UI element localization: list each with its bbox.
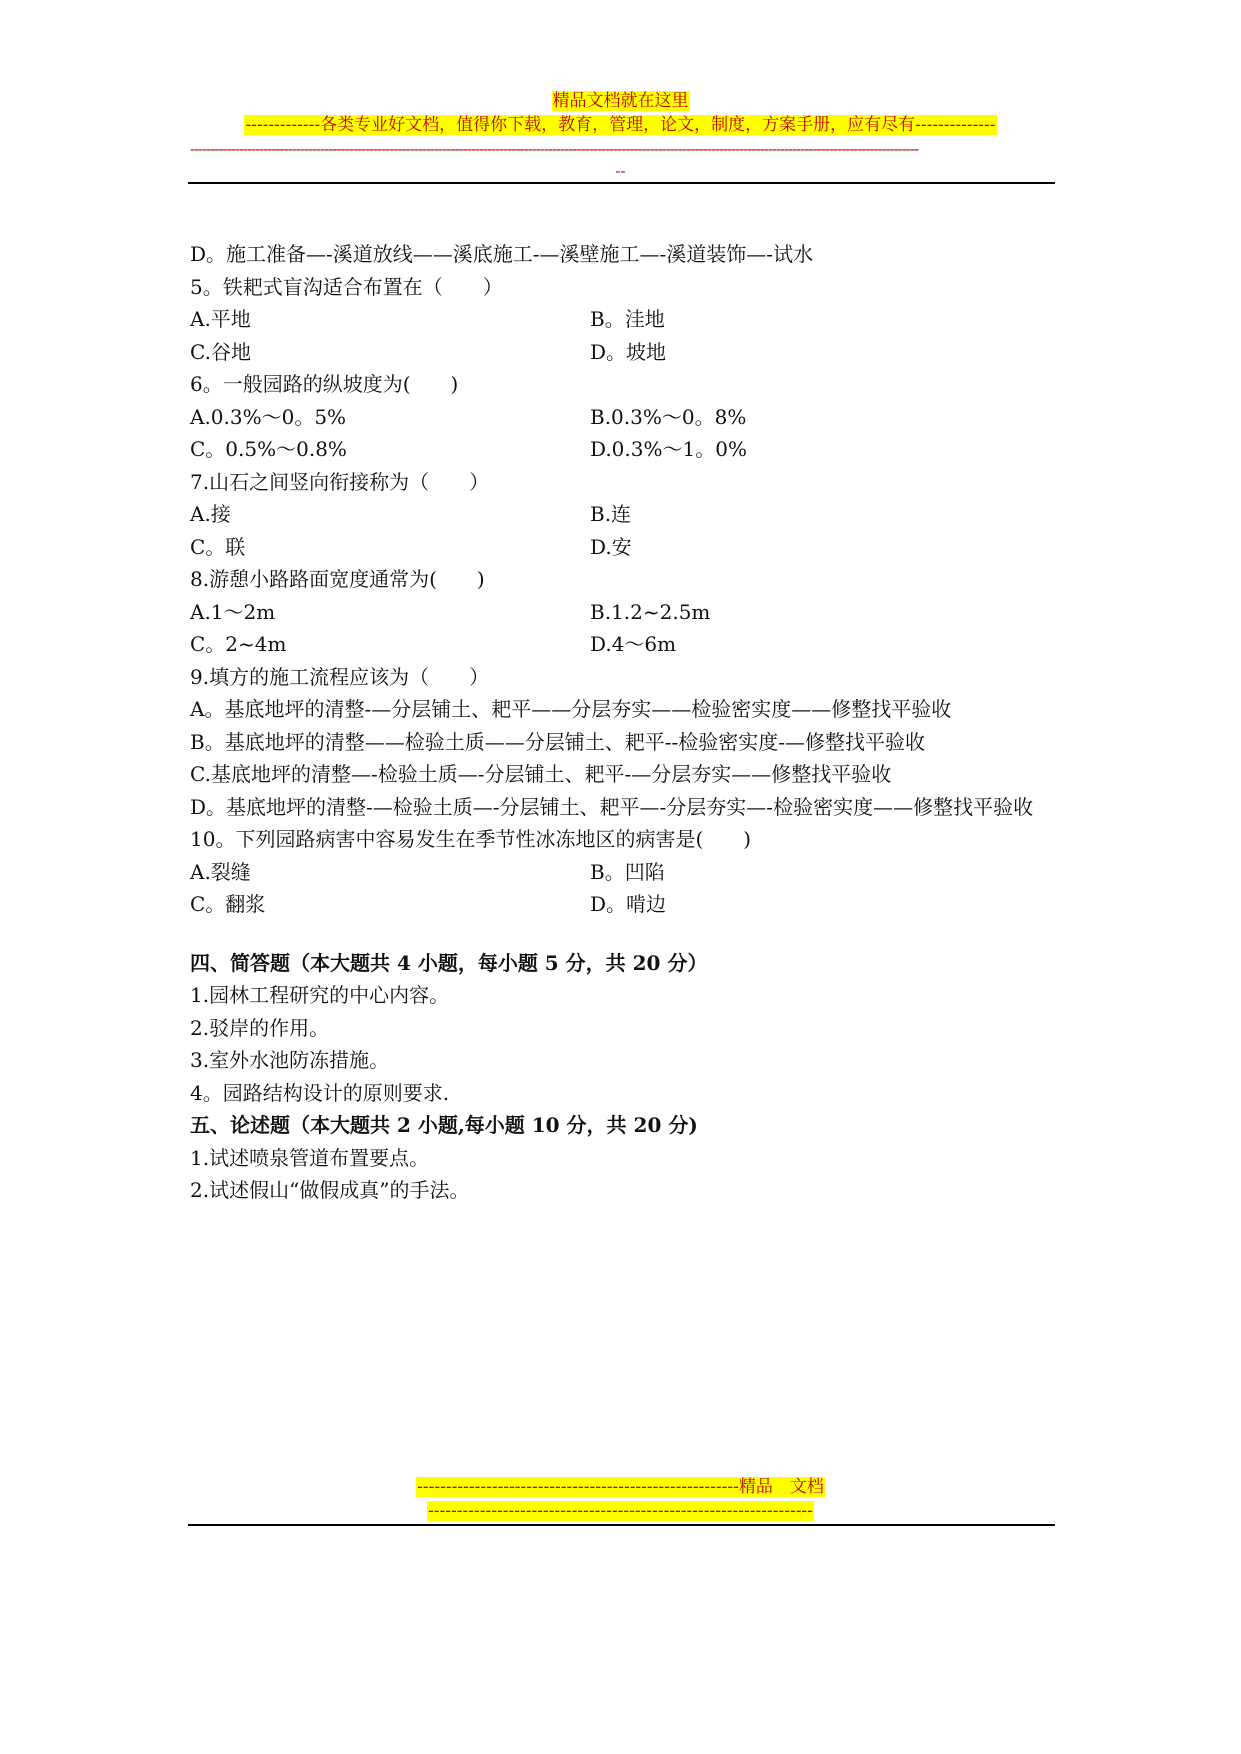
options-row bbox=[190, 336, 1060, 369]
section-4-heading: 四、简答题（本大题共 4 小题，每小题 5 分，共 20 分） bbox=[190, 950, 708, 975]
short-question-1: 1.园林工程研究的中心内容。 bbox=[190, 983, 450, 1007]
footer-line-2-wrap bbox=[0, 1500, 1241, 1522]
option-d: D。基底地坪的清整-—检验土质—-分层铺土、耙平—-分层夯实—-检验密实度——修整找平验收 bbox=[190, 794, 1034, 819]
option-c: C。翻浆 bbox=[190, 892, 266, 916]
options-row bbox=[190, 433, 1060, 466]
option-b: B.连 bbox=[590, 502, 632, 526]
document-body bbox=[190, 238, 1060, 1207]
footer-line-1: --------------------------------------------------------精品 文档 bbox=[417, 1477, 824, 1497]
header-rule bbox=[188, 182, 1055, 184]
header-tagline: -------------各类专业好文档，值得你下载，教育，管理，论文，制度，方案手册，应有尽有-------------- bbox=[245, 115, 996, 135]
header-title-wrap bbox=[0, 90, 1241, 112]
footer-line-2: ------------------------------------------------------------------- bbox=[428, 1501, 813, 1521]
spacer bbox=[190, 921, 1060, 947]
option-c: C.谷地 bbox=[190, 339, 251, 364]
option-d: D。坡地 bbox=[590, 339, 667, 364]
option-c: C.基底地坪的清整—-检验土质—-分层铺土、耙平-—分层夯实——修整找平验收 bbox=[190, 762, 892, 786]
essay-question-1: 1.试述喷泉管道布置要点。 bbox=[190, 1145, 430, 1170]
header-separator-tail: -- bbox=[615, 162, 626, 180]
option-d: D.4～6m bbox=[590, 632, 677, 656]
question-7: 7.山石之间竖向衔接称为（ ） bbox=[190, 469, 490, 494]
question-5: 5。铁耙式盲沟适合布置在（ ） bbox=[190, 274, 503, 299]
option-a: A.裂缝 bbox=[190, 859, 251, 884]
option-c: C。联 bbox=[190, 534, 246, 559]
option-b: B。凹陷 bbox=[590, 859, 665, 884]
option-line: D。施工准备—-溪道放线——溪底施工-—溪壁施工—-溪道装饰—-试水 bbox=[190, 242, 814, 266]
options-row bbox=[190, 856, 1060, 889]
header-separator: ----------------------------------------------------------------------------------------------------------------------------------------------------------------------------------- bbox=[190, 140, 919, 158]
option-b: B.0.3%～0。8% bbox=[590, 404, 747, 429]
header-title: 精品文档就在这里 bbox=[552, 91, 689, 111]
option-a: A.平地 bbox=[190, 307, 251, 331]
option-b: B。基底地坪的清整——检验土质——分层铺土、耙平--检验密实度-—修整找平验收 bbox=[190, 729, 925, 754]
option-a: A.接 bbox=[190, 502, 231, 526]
options-row bbox=[190, 498, 1060, 531]
option-c: C。0.5%～0.8% bbox=[190, 437, 347, 461]
short-question-3: 3.室外水池防冻措施。 bbox=[190, 1048, 390, 1072]
option-a: A。基底地坪的清整-—分层铺土、耙平——分层夯实——检验密实度——修整找平验收 bbox=[190, 697, 952, 721]
question-6: 6。一般园路的纵坡度为( ) bbox=[190, 372, 459, 396]
options-row bbox=[190, 596, 1060, 629]
option-d: D.0.3%～1。0% bbox=[590, 437, 747, 461]
option-a: A.1～2m bbox=[190, 599, 276, 624]
short-question-4: 4。园路结构设计的原则要求. bbox=[190, 1080, 450, 1105]
essay-question-2: 2.试述假山“做假成真”的手法。 bbox=[190, 1178, 470, 1202]
section-5-heading: 五、论述题（本大题共 2 小题,每小题 10 分，共 20 分) bbox=[190, 1113, 698, 1137]
question-10: 10。下列园路病害中容易发生在季节性冰冻地区的病害是( ) bbox=[190, 827, 752, 851]
options-row bbox=[190, 303, 1060, 336]
option-a: A.0.3%～0。5% bbox=[190, 404, 347, 429]
short-question-2: 2.驳岸的作用。 bbox=[190, 1015, 330, 1040]
options-row bbox=[190, 401, 1060, 434]
footer-rule bbox=[188, 1524, 1055, 1526]
header-tagline-wrap bbox=[0, 114, 1241, 136]
option-d: D。啃边 bbox=[590, 892, 667, 916]
options-row bbox=[190, 531, 1060, 564]
options-row bbox=[190, 628, 1060, 661]
footer-line-1-wrap bbox=[0, 1476, 1241, 1498]
question-9: 9.填方的施工流程应该为（ ） bbox=[190, 664, 490, 689]
option-d: D.安 bbox=[590, 534, 632, 559]
option-b: B。洼地 bbox=[590, 307, 665, 331]
option-b: B.1.2~2.5m bbox=[590, 599, 711, 624]
option-c: C。2~4m bbox=[190, 632, 287, 656]
question-8: 8.游憩小路路面宽度通常为( ) bbox=[190, 567, 485, 591]
options-row bbox=[190, 888, 1060, 921]
